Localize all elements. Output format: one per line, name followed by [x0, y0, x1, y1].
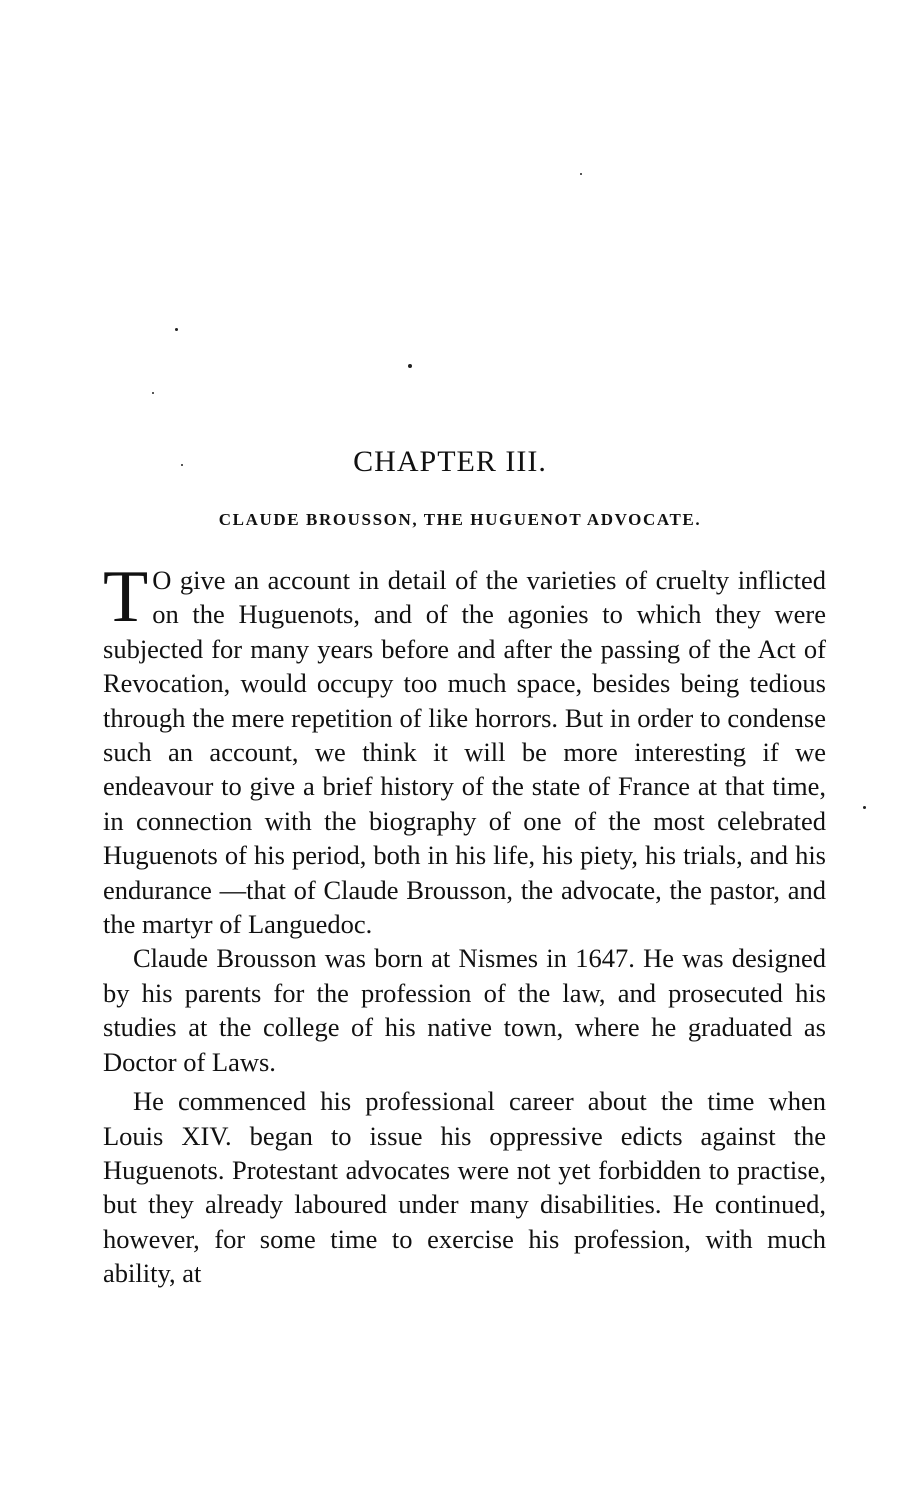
print-speck	[580, 173, 582, 175]
print-speck	[408, 364, 412, 368]
chapter-heading: CHAPTER III.	[353, 445, 547, 478]
paragraph-opening	[103, 556, 826, 941]
body-text	[103, 556, 826, 1291]
chapter-subtitle: CLAUDE BROUSSON, THE HUGUENOT ADVOCATE.	[218, 510, 702, 529]
print-speck	[152, 392, 154, 394]
print-speck	[175, 328, 178, 331]
drop-cap: T	[103, 556, 149, 638]
print-speck	[863, 806, 866, 809]
paragraph-birth: Claude Brousson was born at Nismes in 1647. He was designed by his parents for the profession of the law, and prosecuted his studies at the college of his native town, where he graduated as Doctor of Laws.	[103, 943, 826, 1077]
paragraph-career: He commenced his professional career about the time when Louis XIV. began to issue his oppressive edicts against the Huguenots. Protestant advocates were not yet forbidden to practise, but they already laboured under many disabilities. He continued, however, for some time to exercise his profession, with much ability, at	[103, 1086, 826, 1289]
paragraph-1-text: O give an account in detail of the varieties of cruelty inflicted on the Huguenots, and of the agonies to which they were subjected for many years before and after the passing of the Act of Revocation, would occupy too much space, besides being tedious through the mere repetition of like horrors. But in order to condense such an account, we think it will be more interesting if we endeavour to give a brief history of the state of France at that time, in connection with the biography of one of the most celebrated Huguenots of his period, both in his life, his piety, his trials, and his endurance —that of Claude Brousson, the advocate, the pastor, and the martyr of Languedoc.	[103, 565, 826, 940]
